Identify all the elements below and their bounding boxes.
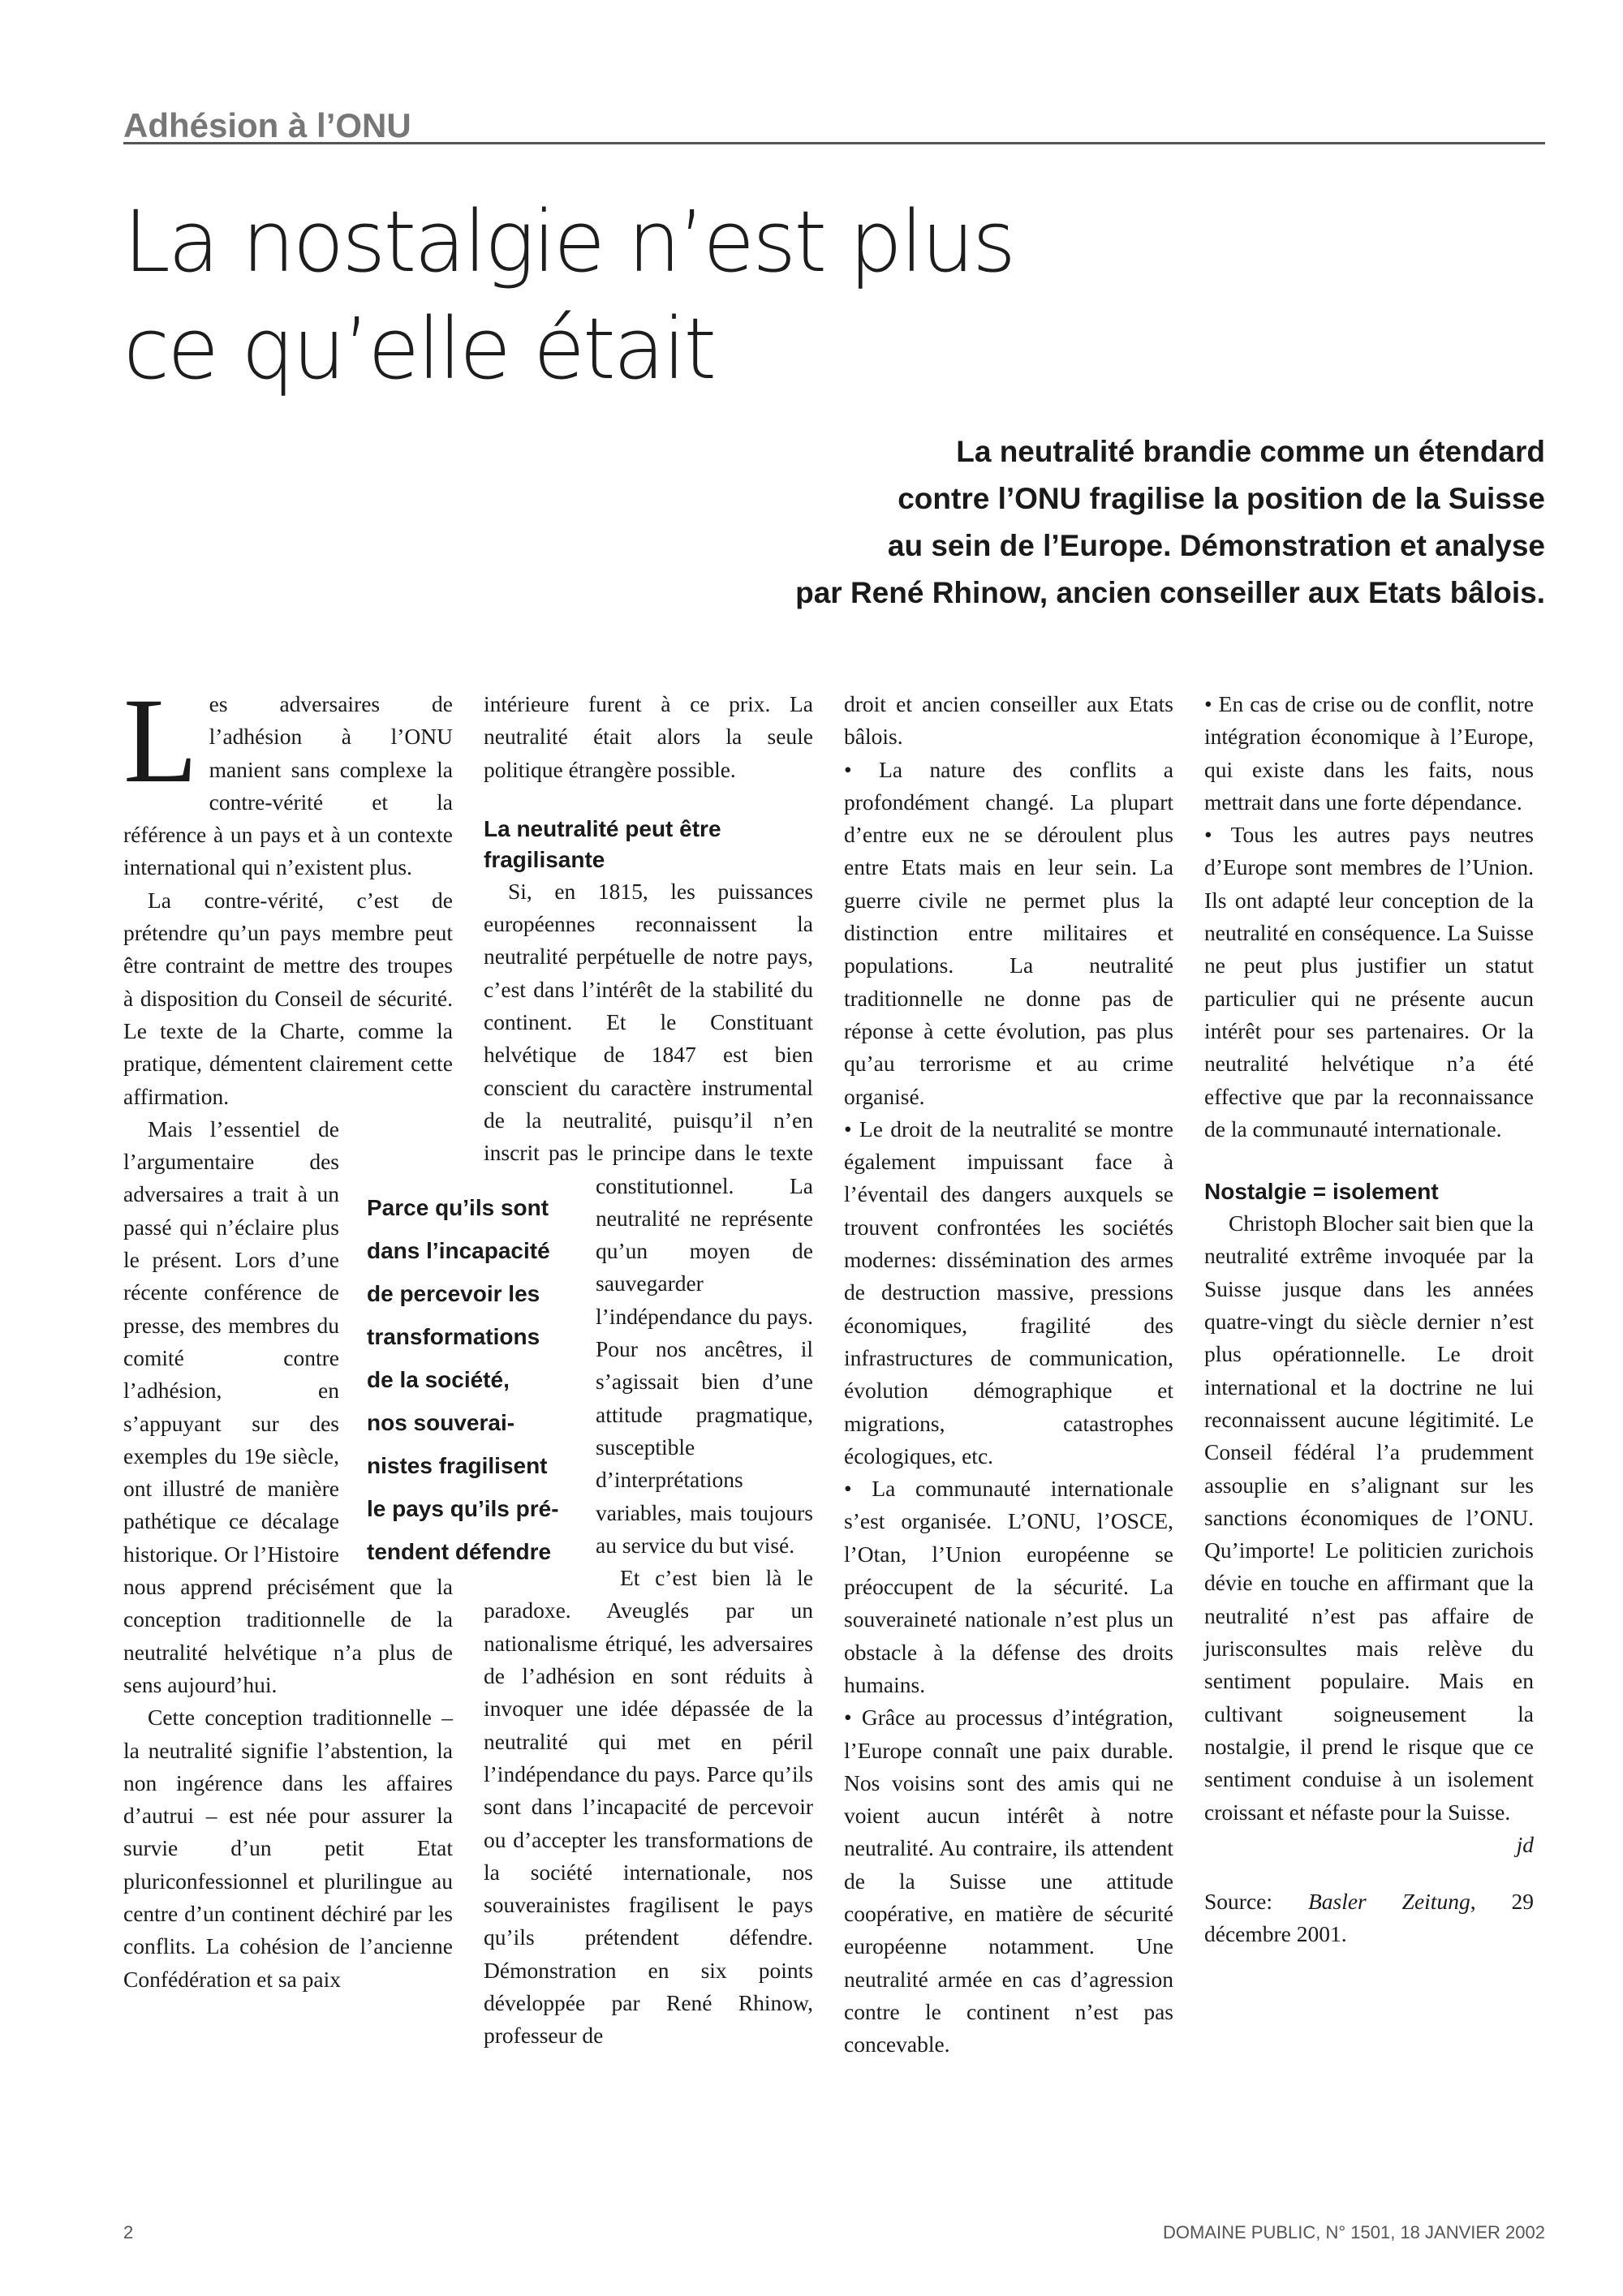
body-paragraph: La contre-vérité, c’est de prétendre qu’un pays membre peut être contraint de mettre des troupes à disposition du Conseil de sécurité. Le texte de la Charte, comme la pratique, démentent clairement cette affirmation.: [123, 887, 453, 1109]
bullet-item: • En cas de crise ou de conflit, notre intégration économique à l’Europe, qui existe dans les faits, nous mettrait dans une forte dépendance.: [1204, 691, 1534, 815]
body-paragraph: droit et ancien conseiller aux Etats bâlois.: [844, 691, 1173, 750]
body-paragraph: Si, en 1815, les puissances européennes reconnaissent la neutralité perpétuelle de notre pays, c’est dans l’intérêt de la stabilité du continent. Et le Constituant helvétique de 1847 est bien conscient du caractère instrumental de la neutralité, puisqu’il n’en inscrit pas le principe dans le texte constitutionnel. La neutralité ne représente qu’un moyen de sauvegarder l’indépendance du pays. Pour nos ancêtres, il s’agissait bien d’une attitude pragmatique, susceptible d’interprétations variables, mais toujours au service du but visé.: [484, 875, 813, 1562]
page-number: 2: [123, 2222, 134, 2242]
bullet-item: • La communauté internationale s’est organisée. L’ONU, l’OSCE, l’Otan, l’Union européenne se préoccupent de la sécurité. La souveraineté nationale n’est plus un obstacle à la défense des droits humains.: [844, 1476, 1173, 1697]
column-4: [1204, 688, 1534, 1951]
article-title: [123, 188, 1545, 402]
bullet-item: • Le droit de la neutralité se montre également impuissant face à l’éventail des dangers auxquels se trouvent confrontées les sociétés modernes: dissémination des armes de destruction massive, pressions économiques, fragilité des infrastructures de communication, évolution démographique et migrations, catastrophes écologiques, etc.: [844, 1116, 1173, 1468]
lead-line-3: au sein de l’Europe. Démonstration et analyse: [887, 529, 1545, 562]
body-paragraph: Cette conception traditionnelle – la neutralité signifie l’abstention, la non ingérence dans les affaires d’autrui – est née pour assurer la survie d’un petit Etat pluriconfessionnel et plurilingue au centre d’un continent déchiré par les conflits. La cohésion de l’ancienne Confédération et sa paix: [123, 1705, 453, 1992]
drop-cap: L: [123, 673, 198, 808]
body-paragraph: Les adversaires de l’adhésion à l’ONU manient sans complexe la contre-vérité et la référence à un pays et à un contexte international qui n’existent plus.: [123, 673, 453, 880]
section-rubric: Adhésion à l’ONU: [123, 107, 1545, 144]
author-signature: jd: [1516, 1831, 1534, 1857]
subheading: La neutralité peut être fragilisante: [484, 815, 721, 872]
body-paragraph: intérieure furent à ce prix. La neutralité était alors la seule politique étrangère possible.: [484, 691, 813, 782]
lead-line-4: par René Rhinow, ancien conseiller aux Etats bâlois.: [795, 576, 1545, 609]
body-paragraph: Christoph Blocher sait bien que la neutralité extrême invoquée par la Suisse jusque dans les années quatre-vingt du siècle dernier n’est plus opérationnelle. Le droit international et la doctrine ne lui reconnaissent aucune légitimité. Le Conseil fédéral l’a prudemment assouplie en s’alignant sur les sanctions économiques de l’ONU. Qu’importe! Le politicien zurichois dévie en touche en affirmant que la neutralité n’est pas affaire de jurisconsultes mais relève du sentiment populaire. Mais en cultivant soigneusement la nostalgie, il prend le risque que ce sentiment conduise à un isolement croissant et néfaste pour la Suisse. jd: [1204, 1207, 1534, 1861]
lead-line-1: La neutralité brandie comme un étendard: [956, 435, 1545, 468]
lead-line-2: contre l’ONU fragilise la position de la Suisse: [898, 482, 1545, 515]
bullet-item: • Grâce au processus d’intégration, l’Europe connaît une paix durable. Nos voisins sont des amis qui ne voient aucun intérêt à notre neutralité. Au contraire, ils attendent de la Suisse une attitude coopérative, en matière de sécurité européenne notamment. Une neutralité armée en cas d’agression contre le continent n’est pas concevable.: [844, 1705, 1173, 2057]
body-paragraph: Et c’est bien là le paradoxe. Aveuglés par un nationalisme étriqué, les adversaires de l’adhésion en sont réduits à invoquer une idée dépassée de la neutralité qui met en péril l’indépendance du pays. Parce qu’ils sont dans l’incapacité de percevoir ou d’accepter les transformations de la société internationale, nos souverainistes fragilisent le pays qu’ils prétendent défendre. Démonstration en six points développée par René Rhinow, professeur de: [484, 1565, 813, 2049]
bullet-item: • La nature des conflits a profondément changé. La plupart d’entre eux ne se déroulent plus entre Etats mais en leur sein. La guerre civile ne permet plus la distinction entre militaires et populations. La neutralité traditionnelle ne donne pas de réponse à cette évolution, pas plus qu’au terrorisme et au crime organisé.: [844, 756, 1173, 1109]
column-3: [844, 688, 1173, 2061]
title-line-2: ce qu’elle était: [123, 299, 715, 398]
subheading: Nostalgie = isolement: [1204, 1179, 1439, 1205]
bullet-item: • Tous les autres pays neutres d’Europe sont membres de l’Union. Ils ont adapté leur conception de la neutralité en conséquence. La Suisse ne peut plus justifier un statut particulier qui ne présente aucun intérêt pour ses partenaires. Or la neutralité helvétique n’a été effective que par la reconnaissance de la communauté internationale.: [1204, 822, 1534, 1142]
title-line-1: La nostalgie n’est plus: [123, 192, 1014, 291]
pull-quote: Parce qu’ils sont dans l’incapacité de percevoir les transformations de la société, nos souverai- nistes fragilisent le pays qu’ils pré- tendent défendre: [367, 1195, 559, 1564]
body-paragraph: Mais l’essentiel de l’argumentaire des adversaires a trait à un passé qui n’éclaire plus le présent. Lors d’une récente conférence de presse, des membres du comité contre l’adhésion, en s’appuyant sur des exemples du 19e siècle, ont illustré de manière pathétique ce décalage historique. Or l’Histoire nous apprend précisément que la conception traditionnelle de la neutralité helvétique n’a plus de sens aujourd’hui.: [123, 1116, 453, 1697]
source-credit: Source: Basler Zeitung, 29 décembre 2001.: [1204, 1889, 1534, 1947]
article-lead: [568, 428, 1545, 617]
publication-footer: DOMAINE PUBLIC, N° 1501, 18 JANVIER 2002: [1163, 2222, 1545, 2242]
